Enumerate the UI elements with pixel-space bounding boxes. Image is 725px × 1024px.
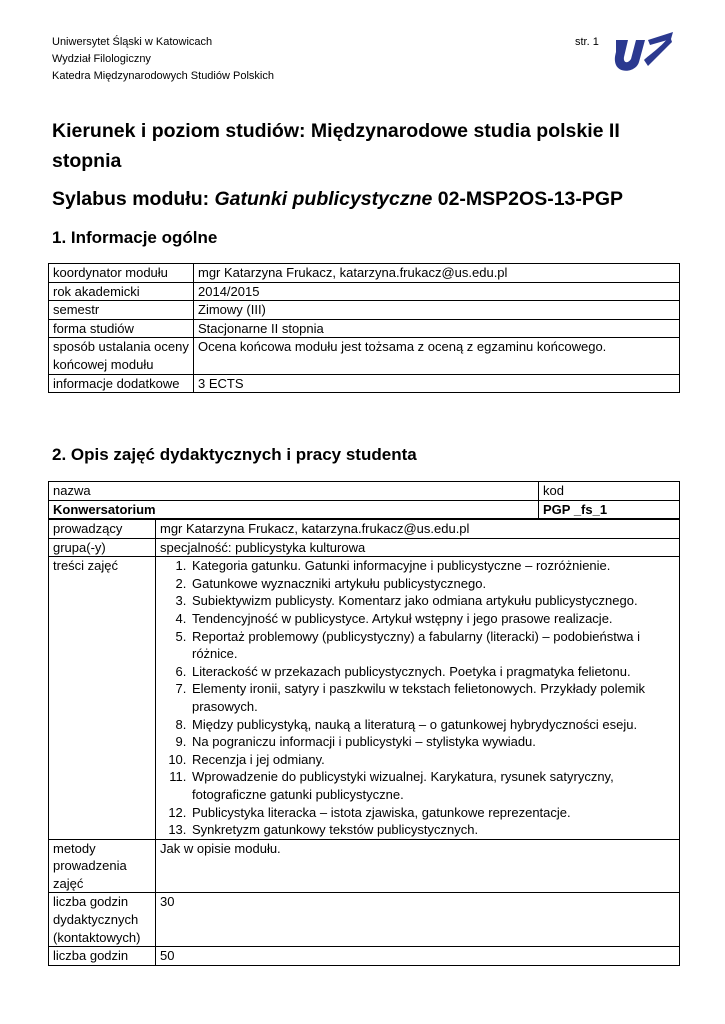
module-code: 02-MSP2OS-13-PGP xyxy=(432,188,624,210)
prowadzacy-value: mgr Katarzyna Frukacz, katarzyna.frukacz@us.edu.pl xyxy=(156,520,680,539)
list-item: 8. Między publicystyką, nauką a literaturą – o gatunkowej hybrydyczności eseju. xyxy=(190,716,675,734)
table-row xyxy=(49,482,680,501)
table-row xyxy=(49,839,680,893)
program-title: Kierunek i poziom studiów: Międzynarodowe studia polskie II stopnia xyxy=(52,120,620,172)
table-row xyxy=(49,500,680,519)
kod-label: kod xyxy=(539,482,680,501)
table-row xyxy=(49,338,680,374)
table-row xyxy=(49,319,680,338)
section-general-heading: 1. Informacje ogólne xyxy=(52,228,218,247)
nazwa-label: nazwa xyxy=(49,482,539,501)
syllabus-prefix: Sylabus modułu: xyxy=(52,188,215,210)
class-details-table xyxy=(48,519,680,966)
table-row xyxy=(49,538,680,557)
topics-cell xyxy=(156,557,680,840)
table-row xyxy=(49,557,680,840)
list-item: 12. Publicystyka literacka – istota zjawiska, gatunkowe reprezentacje. xyxy=(190,804,675,822)
department-name: Katedra Międzynarodowych Studiów Polskich xyxy=(52,70,274,82)
list-item: 10. Recenzja i jej odmiany. xyxy=(190,751,675,769)
metody-label: metody prowadzenia zajęć xyxy=(49,839,156,893)
row-value: Ocena końcowa modułu jest tożsama z oceną z egzaminu końcowego. xyxy=(194,338,680,374)
table-row xyxy=(49,264,680,283)
kod-value: PGP _fs_1 xyxy=(539,500,680,519)
godziny-value: 50 xyxy=(156,947,680,966)
table-row xyxy=(49,947,680,966)
table-row xyxy=(49,893,680,947)
row-label: sposób ustalania oceny końcowej modułu xyxy=(49,338,194,374)
university-name: Uniwersytet Śląski w Katowicach xyxy=(52,36,213,48)
grupa-value: specjalność: publicystyka kulturowa xyxy=(156,538,680,557)
row-value: Zimowy (III) xyxy=(194,301,680,320)
section-classes-heading: 2. Opis zajęć dydaktycznych i pracy studenta xyxy=(52,445,417,464)
godziny-label: liczba godzin xyxy=(49,947,156,966)
row-label: rok akademicki xyxy=(49,282,194,301)
row-label: informacje dodatkowe xyxy=(49,374,194,393)
row-label: semestr xyxy=(49,301,194,320)
table-row xyxy=(49,520,680,539)
table-row xyxy=(49,301,680,320)
list-item: 13. Synkretyzm gatunkowy tekstów publicystycznych. xyxy=(190,821,675,839)
tresci-label: treści zajęć xyxy=(49,557,156,840)
table-row xyxy=(49,282,680,301)
general-info-table xyxy=(48,263,680,393)
list-item: 1. Kategoria gatunku. Gatunki informacyjne i publicystyczne – rozróżnienie. xyxy=(190,557,675,575)
row-value: 2014/2015 xyxy=(194,282,680,301)
syllabus-title xyxy=(52,185,623,213)
list-item: 6. Literackość w przekazach publicystycznych. Poetyka i pragmatyka felietonu. xyxy=(190,663,675,681)
row-label: forma studiów xyxy=(49,319,194,338)
row-value: 3 ECTS xyxy=(194,374,680,393)
topics-list xyxy=(160,557,675,839)
module-name: Gatunki publicystyczne xyxy=(214,188,433,210)
list-item: 5. Reportaż problemowy (publicystyczny) a fabularny (literacki) – podobieństwa i różnice. xyxy=(190,628,675,663)
list-item: 7. Elementy ironii, satyry i paszkwilu w tekstach felietonowych. Przykłady polemik prasowych. xyxy=(190,680,675,715)
list-item: 11. Wprowadzenie do publicystyki wizualnej. Karykatura, rysunek satyryczny, fotograficzne gatunki publicystyczne. xyxy=(190,768,675,803)
list-item: 3. Subiektywizm publicysty. Komentarz jako odmiana artykułu publicystycznego. xyxy=(190,592,675,610)
grupa-label: grupa(-y) xyxy=(49,538,156,557)
godziny-kontakt-label: liczba godzin dydaktycznych (kontaktowych) xyxy=(49,893,156,947)
row-value: mgr Katarzyna Frukacz, katarzyna.frukacz@us.edu.pl xyxy=(194,264,680,283)
university-logo xyxy=(612,30,674,76)
table-row xyxy=(49,374,680,393)
list-item: 9. Na pograniczu informacji i publicystyki – stylistyka wywiadu. xyxy=(190,733,675,751)
list-item: 2. Gatunkowe wyznaczniki artykułu publicystycznego. xyxy=(190,575,675,593)
faculty-name: Wydział Filologiczny xyxy=(52,53,151,65)
page-header xyxy=(52,34,274,85)
metody-value: Jak w opisie modułu. xyxy=(156,839,680,893)
row-value: Stacjonarne II stopnia xyxy=(194,319,680,338)
class-name-table xyxy=(48,481,680,519)
page-number: str. 1 xyxy=(575,36,599,48)
prowadzacy-label: prowadzący xyxy=(49,520,156,539)
godziny-kontakt-value: 30 xyxy=(156,893,680,947)
list-item: 4. Tendencyjność w publicystyce. Artykuł wstępny i jego prasowe realizacje. xyxy=(190,610,675,628)
row-label: koordynator modułu xyxy=(49,264,194,283)
nazwa-value: Konwersatorium xyxy=(49,500,539,519)
